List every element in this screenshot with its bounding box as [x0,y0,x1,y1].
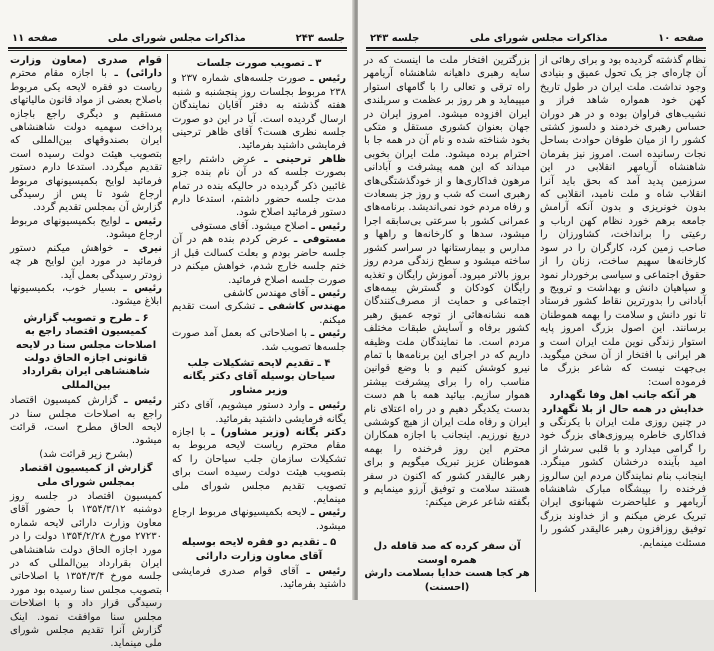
speech-text: با اصلاحاتی که بعمل آمد صورت جلسه‌ها تصویب شد. [172,328,346,353]
speech-paragraph [172,506,346,533]
speaker-name: ظاهر ترحینی ـ [264,153,346,165]
speech-paragraph [172,72,346,152]
text-column-right [540,54,706,594]
speech-paragraph: بزرگترین افتخار ملت ما اینست که در سایه رهبری داهیانه شاهنشاه آریامهر راه ترقی و تعالی را با گامهای استوار میپیماید و هر روز بر عظمت و سربلندی ایران افزوده میشود. امروز ایران در جهان بعنوان کشوری مستقل و متکی بخود شناخته شده و نام آن در همه جا با احترام برده میشود. ملت ایران بخوبی میداند که این همه پیشرفت و آبادانی مرهون فداکاری‌ها و از خودگذشتگی‌های رهبری است که شب و روز جز بسعادت و رفاه مردم خود نمی‌اندیشد. برنامه‌های عمرانی کشور با سرعتی بی‌سابقه اجرا میشود، سدها و کارخانه‌ها و راهها و مدارس و بیمارستانها در سراسر کشور ساخته میشود و سطح زندگی مردم روز بروز بالاتر میرود. آموزش رایگان و تغذیه رایگان کودکان و گسترش بیمه‌های اجتماعی و حمایت از مصرف‌کنندگان همه نشانه‌هائی از توجه عمیق رهبر کشور برفاه و آسایش طبقات مختلف مردم است. ما نمایندگان ملت وظیفه داریم که در اجرای این برنامه‌ها با تمام نیرو کوشش کنیم و با وضع قوانین مناسب راه را برای پیشرفت بیشتر هموار سازیم. بیائید همه با هم دست بدست یکدیگر دهیم و در راه اعتلای نام ایران و رفاه ملت ایران از هیچ کوششی دریغ نورزیم. اینجانب با اجازه همکاران محترم این روز فرخنده را بهمه هموطنان عزیز تبریک میگویم و برای رهبر عالیقدر کشور که اکنون در سفر هستند سلامت و توفیق آرزو مینمایم و بگفته شاعر عرض میکنم: [364,55,530,509]
speech-text: آقای مهندس کاشفی [223,287,309,299]
speech-text: عرض داشتم راجع بصورت جلسه که در آن نام بنده جزو غائبین ذکر گردیده در حالیکه بنده در تمام مدت جلسه حضور داشتم، استدعا دارم دستور فرمائید اصلاح شود. [172,153,346,219]
section-heading: ۴ ـ تقدیم لایحه تشکیلات جلب سیاحان بوسیله آقای دکتر یگانه وزیر مشاور [182,357,336,396]
page-header [12,32,345,46]
speech-text: صورت جلسه‌های شماره ۲۳۷ و ۲۳۸ مربوط بجلسات روز پنجشنبه و شنبه هفته گذشته به دفتر آقایان نمایندگان ارسال گردیده است. آیا در این دو صورت جلسه نظری هست؟ آقای ظاهر ترحینی فرمایشی داشتید بفرمائید. [172,73,346,152]
speech-paragraph [172,153,346,220]
speaker-name: رئیس ـ [311,220,346,232]
section-heading: ۶ ـ طرح و تصویب گزارش کمیسیون اقتصاد راجع به اصلاحات مجلس سنا در لایحه قانونی اجازه الحاق دولت شاهنشاهی ایران بقرارداد بین‌المللی [15,312,157,391]
page-number: صفحه ۱۱ [12,33,58,44]
speech-paragraph [172,426,346,506]
header-rule [8,47,347,51]
speaker-name: رئیس ـ [125,215,162,227]
speech-text: تشکری است تقدیم میکنم. [172,301,346,326]
section-heading: ۳ ـ تصویب صورت جلسات [196,58,322,69]
right-page [358,0,714,600]
speech-text: خواهش میکنم دستور فرمائید در مورد این لوایح هر چه زودتر رسیدگی بعمل آید. [10,242,162,281]
text-column-left [364,54,530,594]
speech-paragraph [10,215,162,242]
speech-text: بسیار خوب، بکمیسیونها ابلاغ میشود. [10,282,162,308]
speaker-name: رئیس ـ [123,282,162,294]
session-number: جلسه ۲۴۳ [370,33,420,44]
column-divider [167,54,168,592]
speech-paragraph [172,300,346,327]
speech-paragraph [10,282,162,309]
speaker-name: رئیس ـ [310,328,346,340]
speech-paragraph [10,394,162,448]
speech-paragraph [172,287,346,300]
speaker-name: نیری ـ [124,242,163,254]
speech-text: عرض کردم بنده هم در آن جلسه حاضر بودم و بعلت کسالت قبل از ختم جلسه خارج شدم، خواهش میکنم در صورت جلسه اصلاح فرمائید. [172,234,346,286]
speech-paragraph [172,233,346,287]
text-column-left [10,54,163,650]
speaker-name: مهندس کاشفی ـ [259,301,346,313]
speech-paragraph [172,220,346,233]
speech-text: لوایح بکمیسیونهای مربوط ارجاع میشود. [10,215,162,241]
speech-paragraph [10,242,162,282]
journal-title: مذاکرات مجلس شورای ملی [107,33,246,44]
report-paragraph: کمیسیون اقتصاد در جلسه روز دوشنبه ۱۳۵۴/۳/۱۲ با حضور آقای معاون وزارت دارائی لایحه شماره ۲۷۲۳۰ مورخ ۱۳۵۴/۲/۲۸ دولت را در مورد اجازه الحاق دولت شاهنشاهی ایران بقرارداد بین‌المللی که در جلسه مورخ ۱۳۵۴/۳/۴ با اصلاحاتی بتصویب مجلس سنا رسیده بود مورد رسیدگی قرار داد و با اصلاحات مجلس سنا موافقت نمود. اینک گزارش آنرا تقدیم مجلس شورای ملی مینماید. [10,491,163,650]
column-divider [535,54,536,592]
speaker-name: رئیس ـ [311,287,346,299]
speech-paragraph: در چنین روزی ملت ایران با یکرنگی و فداکاری خاطره پیروزی‌های بزرگ خود را گرامی میدارد و با قلبی سرشار از امید بآینده درخشان کشور مینگرد. اینجانب بنام نمایندگان مردم این سالروز فرخنده را بپیشگاه مبارک شاهنشاه آریامهر و علیاحضرت شهبانوی ایران تبریک عرض میکنم و از خداوند بزرگ توفیق روزافزون رهبر عالیقدر کشور را مسئلت مینمایم. [540,416,706,549]
header-rule [366,47,706,51]
speech-paragraph [172,327,346,354]
report-title: گزارش از کمیسیون اقتصاد بمجلس شورای ملی [19,463,153,488]
journal-title: مذاکرات مجلس شورای ملی [469,33,608,44]
speech-paragraph: نظام گذشته گردیده بود و برای رهائی از آن چاره‌ای جز یک تحول عمیق و بنیادی وجود نداشت. ملت ایران در طول تاریخ کهن خود همواره شاهد فراز و نشیب‌های فراوان بوده و در هر دوران حساس رهبری خردمند و دلسوز کشتی کشور را از میان طوفان حوادث بساحل نجات رسانیده است. امروز نیز بفرمان شاهنشاه آریامهر انقلابی در این سرزمین پدید آمد که بحق باید آنرا انقلاب شاه و ملت نامید، انقلابی که بدون خونریزی و بدون آنکه آرامش جامعه برهم خورد نظام کهن ارباب و رعیتی را برانداخت، کشاورزان را صاحب زمین کرد، کارگران را در سود کارخانه‌ها سهیم ساخت، زنان را از حقوق اجتماعی و سیاسی برخوردار نمود و سپاهیان دانش و بهداشت و ترویج و آبادانی را بدورترین نقاط کشور فرستاد تا نور دانش و سلامت را بهمه هموطنان برسانند. این اصول بزرگ امروز پایه استوار زندگی نوین ملت ایران است و هر ایرانی با افتخار از آن سخن میگوید. بی‌جهت نیست که شاعر بزرگ ما فرموده است: [540,55,706,388]
speaker-name: مستوفی ـ [293,234,346,246]
page-header [370,32,704,46]
section-heading: ۵ ـ تقدیم دو فقره لایحه بوسیله آقای معاون وزارت دارائی [181,537,337,562]
speech-paragraph [10,54,162,215]
speaker-name: دکتر یگانه (وزیر مشاور) ـ [211,426,347,438]
speech-text: آقای قوام صدری فرمایشی داشتید بفرمائید. [172,566,346,591]
speech-text: اصلاح میشود. آقای مستوفی [190,220,309,232]
session-number: جلسه ۲۴۳ [295,33,345,44]
speech-text: گزارش کمیسیون اقتصاد راجع به اصلاحات مجلس سنا در لایحه الحاق مطرح است، قرائت میشود. [10,395,162,447]
left-page [0,0,355,650]
speaker-name: رئیس ـ [306,566,346,578]
verse-line: خدایش در همه حال از بلا نگهدارد [541,403,705,415]
speech-paragraph [172,399,346,426]
speech-text: لایحه بکمیسیونهای مربوط ارجاع میشود. [172,507,346,532]
verse-line: هر آنکه جانب اهل وفا نگهدارد [549,390,697,402]
page-number: صفحه ۱۰ [658,33,704,44]
verse-line: هر کجا هست خدایا بسلامت دارش (احسنت) [364,568,530,593]
speaker-name: رئیس ـ [310,73,347,85]
speech-paragraph [172,565,346,592]
speech-text: با اجازه مقام محترم ریاست لایحه مربوط به تشکیلات سازمان جلب سیاحان را که بتصویب هیئت دولت رسیده است برای تصویب تقدیم مجلس شورای ملی مینمایم. [172,426,346,505]
speaker-name: رئیس ـ [309,400,346,412]
speech-text: با اجازه مقام محترم ریاست دو فقره لایحه یکی مربوط باصلاح بعضی از مواد قانون مالیاتهای مستقیم و دیگری راجع باجازه پرداخت سهمیه دولت شاهنشاهی ایران بصندوقهای بین‌المللی که بتصویب هیئت دولت رسیده است تقدیم میگردد. استدعا دارم دستور فرمائید لوایح بکمیسیونهای مربوط ارجاع شود تا پس از رسیدگی گزارش آن بمجلس تقدیم گردد. [10,68,162,214]
speaker-name: رئیس ـ [310,507,346,519]
verse-line: آن سفر کرده که صد قافله دل همره اوست [373,541,521,566]
speaker-name: قوام صدری (معاون وزارت دارائی) ـ [10,55,163,80]
speech-text: وارد دستور میشویم، آقای دکتر یگانه فرمایشی داشتید بفرمائید. [172,400,346,425]
text-column-right [172,54,346,594]
speaker-name: رئیس ـ [124,395,162,407]
reading-note: (بشرح زیر قرائت شد) [39,448,133,460]
